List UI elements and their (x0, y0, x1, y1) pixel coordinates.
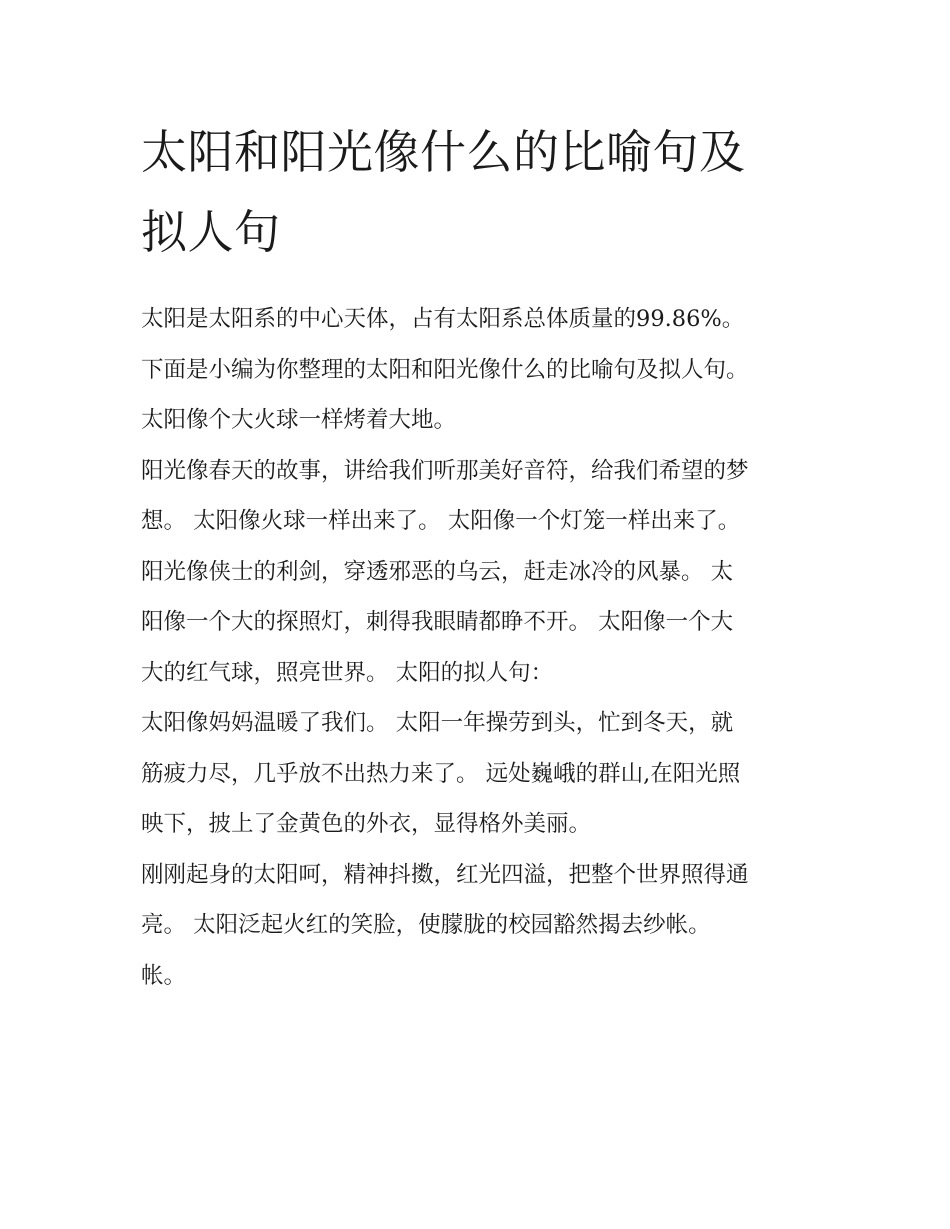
body-line: 筋疲力尽，几乎放不出热力来了。 远处巍峨的群山,在阳光照 (141, 760, 741, 787)
body-line: 想。 太阳像火球一样出来了。 太阳像一个灯笼一样出来了。 (141, 508, 741, 534)
body-line: 阳光像春天的故事，讲给我们听那美好音符，给我们希望的梦 (141, 457, 749, 484)
body-line: 阳光像侠士的利剑，穿透邪恶的乌云，赶走冰冷的风暴。 太 (141, 558, 734, 585)
document-body (141, 294, 821, 1001)
body-line: 大的红气球，照亮世界。 太阳的拟人句： (141, 659, 554, 686)
body-line: 太阳是太阳系的中心天体，占有太阳系总体质量的99.86%。 (141, 306, 745, 332)
body-line: 亮。 太阳泛起火红的笑脸，使朦胧的校园豁然揭去纱帐。 (141, 912, 711, 938)
document-content (141, 112, 821, 1001)
body-line: 刚刚起身的太阳呵，精神抖擞，红光四溢，把整个世界照得通 (141, 861, 749, 888)
body-line: 太阳像妈妈温暖了我们。 太阳一年操劳到头，忙到冬天，就 (141, 710, 734, 736)
document-title (141, 112, 821, 272)
body-line: 下面是小编为你整理的太阳和阳光像什么的比喻句及拟人句。 (141, 356, 749, 383)
body-line: 太阳像个大火球一样烤着大地。 (141, 407, 457, 433)
body-line: 帐。 (141, 962, 187, 989)
title-line-1: 太阳和阳光像什么的比喻句及 (141, 125, 746, 179)
body-line: 阳像一个大的探照灯，刺得我眼睛都睁不开。 太阳像一个大 (141, 609, 734, 635)
body-line: 映下，披上了金黄色的外衣，显得格外美丽。 (141, 811, 592, 837)
title-line-2: 拟人句 (141, 205, 281, 259)
